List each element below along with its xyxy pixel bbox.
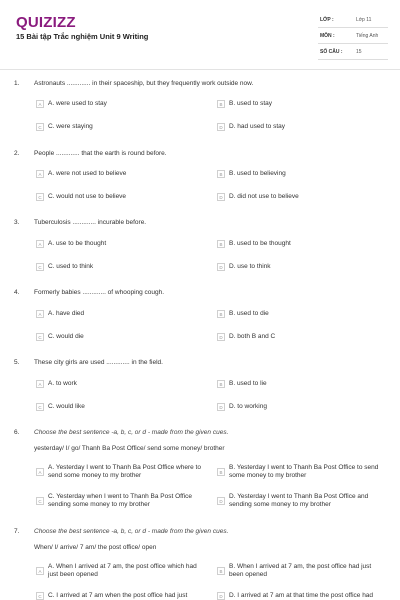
question-number: 7. xyxy=(14,528,20,535)
option-letter-box: B xyxy=(217,380,225,388)
option-text: B. used to be thought xyxy=(229,240,291,247)
option-text: B. used to die xyxy=(229,310,269,317)
question-cue: yesterday/ I/ go/ Thanh Ba Post Office/ send some money/ brother xyxy=(34,445,225,452)
option-letter-box: C xyxy=(36,592,44,600)
question-number: 5. xyxy=(14,359,20,366)
option-text: D. use to think xyxy=(229,263,271,270)
option-text: A. Yesterday I went to Thanh Ba Post Office where to send some money to my brother xyxy=(48,464,201,479)
meta-key: MÔN : xyxy=(320,33,335,39)
option-letter-box: B xyxy=(217,468,225,476)
worksheet-title: 15 Bài tập Trắc nghiệm Unit 9 Writing xyxy=(16,32,149,41)
option-letter-box: A xyxy=(36,170,44,178)
option-text: A. were not used to believe xyxy=(48,170,127,177)
question-cue: When/ I/ arrive/ 7 am/ the post office/ open xyxy=(34,544,157,551)
question-number: 1. xyxy=(14,80,20,87)
option-letter-box: D xyxy=(217,193,225,201)
question-text: These city girls are used ............. in the field. xyxy=(34,359,163,366)
meta-row-class xyxy=(318,12,388,28)
option-letter-box: A xyxy=(36,468,44,476)
option-letter-box: D xyxy=(217,333,225,341)
option-text: A. have died xyxy=(48,310,85,317)
option-letter-box: C xyxy=(36,193,44,201)
meta-value: Lớp 11 xyxy=(356,17,372,23)
meta-value: Tiếng Anh xyxy=(356,33,379,39)
option-text: A. When I arrived at 7 am, the post office which had just been opened xyxy=(48,563,197,578)
question-instruction: Choose the best sentence -a, b, c, or d - made from the given cues. xyxy=(34,429,229,436)
option-text: A. were used to stay xyxy=(48,100,107,107)
question-text: Formerly babies ............. of whooping cough. xyxy=(34,289,165,296)
option-letter-box: D xyxy=(217,263,225,271)
option-text: D. had used to stay xyxy=(229,123,286,130)
option-letter-box: B xyxy=(217,567,225,575)
worksheet-meta xyxy=(318,12,388,60)
question-number: 6. xyxy=(14,429,20,436)
option-text: B. used to lie xyxy=(229,380,267,387)
option-letter-box: D xyxy=(217,123,225,131)
quizizz-logo: QUIZIZZ xyxy=(16,14,76,31)
option-text: D. I arrived at 7 am at that time the post office had xyxy=(229,592,374,599)
question-number: 3. xyxy=(14,219,20,226)
option-letter-box: D xyxy=(217,497,225,505)
question-number: 2. xyxy=(14,150,20,157)
option-text: D. Yesterday I went to Thanh Ba Post Office and sending some money to my brother xyxy=(229,493,369,508)
option-letter-box: B xyxy=(217,240,225,248)
option-letter-box: C xyxy=(36,123,44,131)
question-instruction: Choose the best sentence -a, b, c, or d - made from the given cues. xyxy=(34,528,229,535)
header-divider xyxy=(0,69,400,70)
question-text: People ............. that the earth is round before. xyxy=(34,150,167,157)
option-text: D. to working xyxy=(229,403,267,410)
meta-key: LỚP : xyxy=(320,17,334,23)
option-text: C. Yesterday when I went to Thanh Ba Post Office sending some money to my brother xyxy=(48,493,192,508)
meta-row-count xyxy=(318,44,388,60)
meta-key: SỐ CÂU : xyxy=(320,49,343,55)
option-letter-box: A xyxy=(36,567,44,575)
option-letter-box: A xyxy=(36,100,44,108)
option-letter-box: B xyxy=(217,100,225,108)
option-text: C. I arrived at 7 am when the post office had just xyxy=(48,592,188,599)
option-letter-box: C xyxy=(36,497,44,505)
option-text: B. When I arrived at 7 am, the post office had just been opened xyxy=(229,563,372,578)
option-letter-box: C xyxy=(36,333,44,341)
option-text: C. would not use to believe xyxy=(48,193,127,200)
option-text: C. would die xyxy=(48,333,84,340)
question-number: 4. xyxy=(14,289,20,296)
option-letter-box: C xyxy=(36,263,44,271)
option-letter-box: B xyxy=(217,310,225,318)
option-letter-box: C xyxy=(36,403,44,411)
option-text: B. Yesterday I went to Thanh Ba Post Office to send some money to my brother xyxy=(229,464,379,479)
option-text: A. use to be thought xyxy=(48,240,107,247)
option-letter-box: A xyxy=(36,380,44,388)
option-text: A. to work xyxy=(48,380,77,387)
option-text: D. did not use to believe xyxy=(229,193,299,200)
meta-value: 15 xyxy=(356,49,362,55)
option-letter-box: A xyxy=(36,240,44,248)
option-text: D. both B and C xyxy=(229,333,276,340)
worksheet-header xyxy=(0,0,400,68)
meta-row-subject xyxy=(318,28,388,44)
option-letter-box: A xyxy=(36,310,44,318)
option-text: B. used to believing xyxy=(229,170,286,177)
option-letter-box: B xyxy=(217,170,225,178)
option-text: C. used to think xyxy=(48,263,94,270)
option-text: C. were staying xyxy=(48,123,93,130)
question-text: Tuberculosis ............. incurable before. xyxy=(34,219,147,226)
option-letter-box: D xyxy=(217,403,225,411)
question-text: Astronauts ............. in their spaceship, but they frequently work outside now. xyxy=(34,80,254,87)
option-text: B. used to stay xyxy=(229,100,272,107)
option-letter-box: D xyxy=(217,592,225,600)
option-text: C. would like xyxy=(48,403,85,410)
